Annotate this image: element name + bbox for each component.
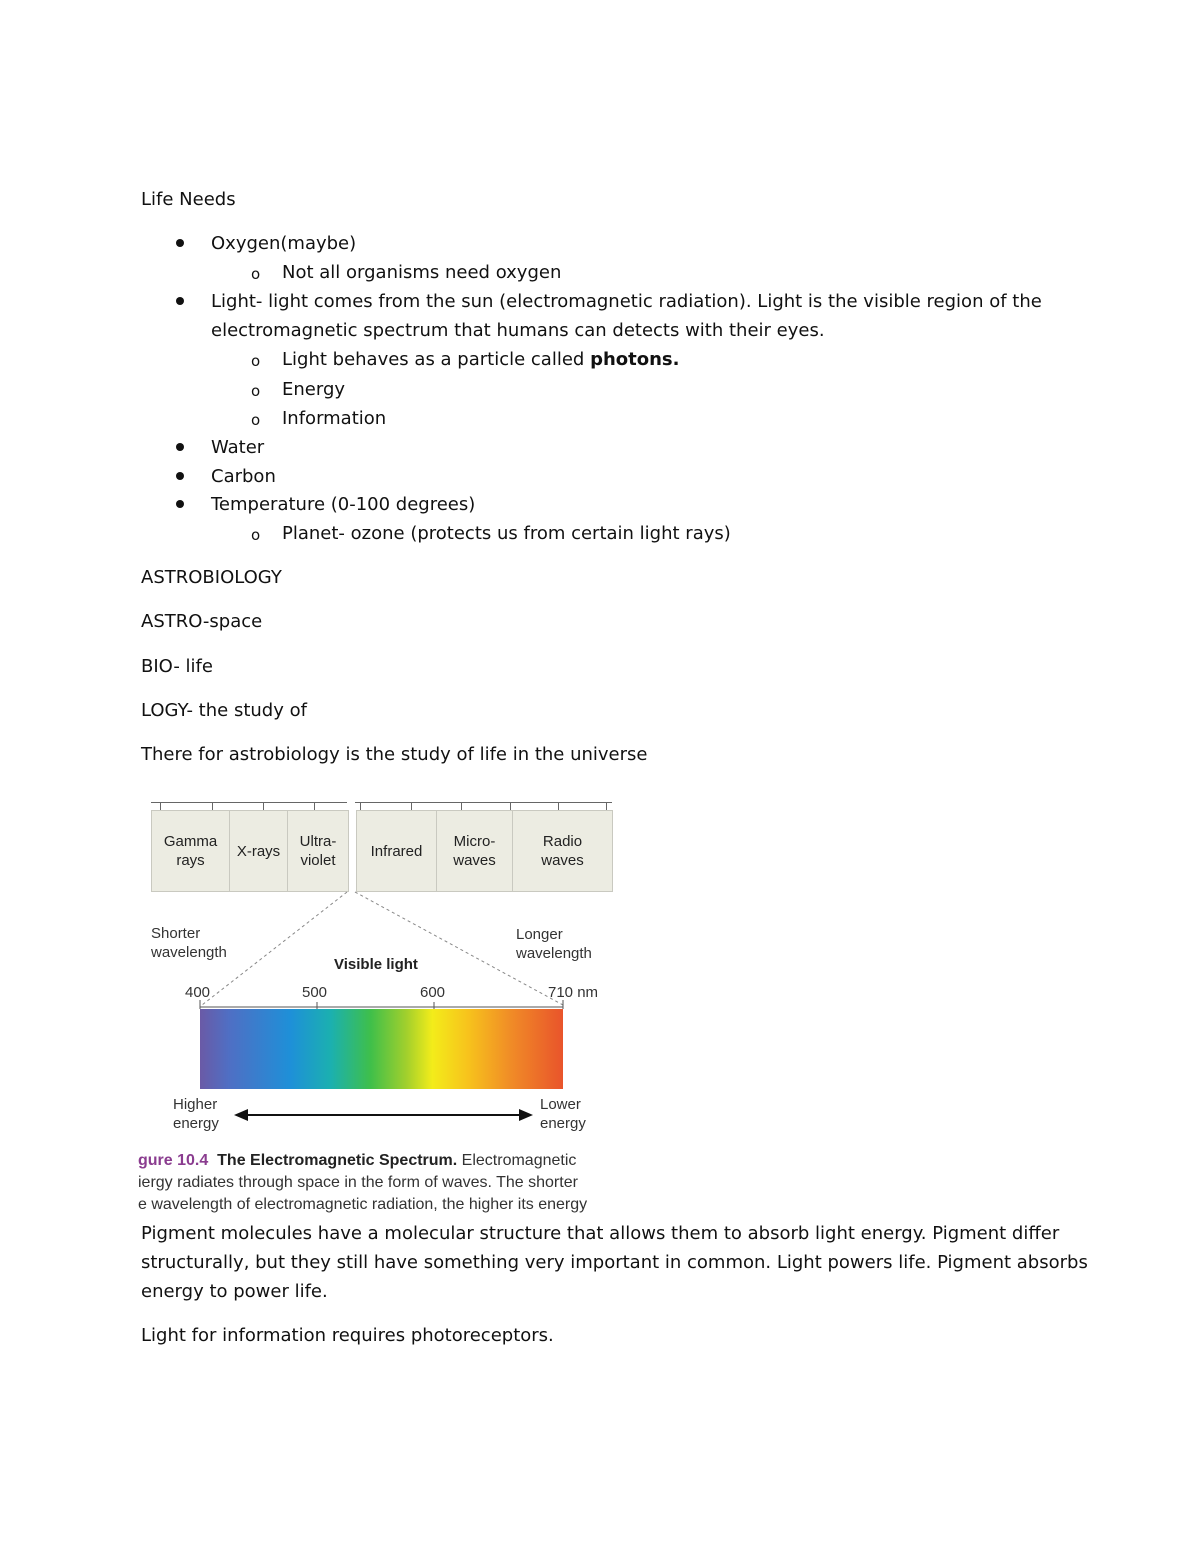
list-subitem-information: Information xyxy=(282,408,387,429)
caption-line1 xyxy=(138,1150,587,1172)
list-subitem-energy: Energy xyxy=(282,379,346,400)
bullet-icon xyxy=(176,297,184,305)
astrobiology-title: ASTROBIOLOGY xyxy=(141,567,282,588)
caption-line3-clip xyxy=(138,1194,588,1213)
bullet-icon xyxy=(176,500,184,508)
band-label: Gamma rays xyxy=(163,833,218,869)
higher-energy-label: Higher energy xyxy=(173,1096,219,1132)
astro-definition: ASTRO-space xyxy=(141,611,263,632)
pigment-line3: energy to power life. xyxy=(141,1281,328,1302)
sub-bullet-icon: o xyxy=(251,526,261,544)
bullet-icon xyxy=(176,239,184,247)
band-label: Micro- waves xyxy=(453,833,496,869)
caption-text: Electromagnetic xyxy=(457,1152,577,1169)
sub-bullet-icon: o xyxy=(251,382,261,400)
astrobiology-conclusion: There for astrobiology is the study of life in the universe xyxy=(141,744,648,765)
list-subitem-ozone: Planet- ozone (protects us from certain light rays) xyxy=(282,523,731,544)
list-subitem-photons xyxy=(282,348,679,372)
nm-label-400: 400 xyxy=(185,984,211,1001)
caption-number: gure 10.4 xyxy=(138,1152,209,1169)
visible-spectrum-gradient xyxy=(200,1009,563,1089)
sub-bullet-icon: o xyxy=(251,352,261,370)
longer-wavelength-label: Longer wavelength xyxy=(516,926,592,962)
list-item-carbon: Carbon xyxy=(211,466,276,487)
nm-label-500: 500 xyxy=(302,984,328,1001)
visible-light-label: Visible light xyxy=(334,956,418,973)
heading-life-needs: Life Needs xyxy=(141,189,236,210)
nm-label-600: 600 xyxy=(420,984,446,1001)
list-item-light-line1: Light- light comes from the sun (electromagnetic radiation). Light is the visible region of the xyxy=(211,291,1042,312)
pigment-line1: Pigment molecules have a molecular structure that allows them to absorb light energy. Pigment differ xyxy=(141,1223,1060,1244)
band-label: Infrared xyxy=(370,842,423,860)
list-item-oxygen: Oxygen(maybe) xyxy=(211,233,357,254)
photons-text: Light behaves as a particle called xyxy=(282,349,591,370)
caption-line3: e wavelength of electromagnetic radiation, the higher its energy xyxy=(138,1196,588,1213)
nm-label-710: 710 nm xyxy=(548,984,599,1001)
pigment-paragraph xyxy=(141,1219,1088,1306)
photons-bold: photons. xyxy=(590,349,680,370)
band-label: X-rays xyxy=(236,842,281,860)
caption-title: The Electromagnetic Spectrum. xyxy=(217,1152,458,1169)
sub-bullet-icon: o xyxy=(251,265,261,283)
bio-definition: BIO- life xyxy=(141,656,213,677)
list-item-water: Water xyxy=(211,437,265,458)
band-label: Ultra- violet xyxy=(299,833,337,869)
shorter-wavelength-label: Shorter wavelength xyxy=(151,925,227,961)
caption-line2: iergy radiates through space in the form of waves. The shorter xyxy=(138,1174,578,1191)
lower-energy-label: Lower energy xyxy=(540,1096,586,1132)
pigment-line2: structurally, but they still have something very important in common. Light powers life. Pigment absorbs xyxy=(141,1252,1088,1273)
figure-caption xyxy=(138,1150,588,1213)
photoreceptors-sentence: Light for information requires photoreceptors. xyxy=(141,1325,554,1346)
band-label: Radio waves xyxy=(541,833,584,869)
bullet-icon xyxy=(176,443,184,451)
sub-bullet-icon: o xyxy=(251,411,261,429)
list-item-temperature: Temperature (0-100 degrees) xyxy=(211,494,476,515)
list-subitem-oxygen: Not all organisms need oxygen xyxy=(282,262,562,283)
electromagnetic-spectrum-figure xyxy=(138,790,638,1213)
bullet-icon xyxy=(176,472,184,480)
logy-definition: LOGY- the study of xyxy=(141,700,307,721)
list-item-light-line2: electromagnetic spectrum that humans can detects with their eyes. xyxy=(211,320,825,341)
